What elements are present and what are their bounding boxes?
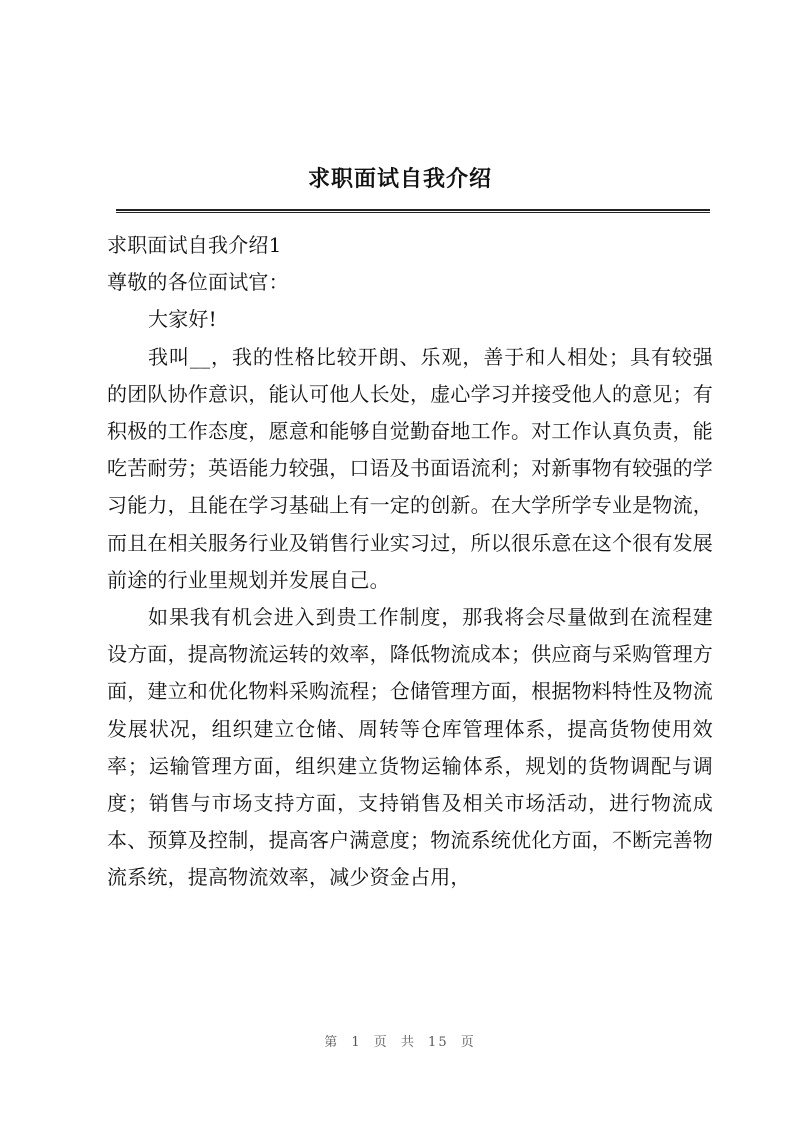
paragraph-self-introduction: 我叫__，我的性格比较开朗、乐观，善于和人相处；具有较强的团队协作意识，能认可他人长处，虚心学习并接受他人的意见；有积极的工作态度，愿意和能够自觉勤奋地工作。对工作认真负责，能吃苦耐劳；英语能力较强，口语及书面语流利；对新事物有较强的学习能力，且能在学习基础上有一定的创新。在大学所学专业是物流，而且在相关服务行业及销售行业实习过，所以很乐意在这个很有发展前途的行业里规划并发展自己。: [107, 344, 713, 592]
page-number-footer: 第 1 页 共 15 页: [324, 1035, 476, 1050]
greeting: 大家好!: [148, 307, 217, 332]
section-heading: 求职面试自我介绍1: [107, 233, 282, 257]
document-title: 求职面试自我介绍: [307, 166, 492, 192]
paragraph-work-plan: 如果我有机会进入到贵工作制度，那我将会尽量做到在流程建设方面，提高物流运转的效率，降低物流成本；供应商与采购管理方面，建立和优化物料采购流程；仓储管理方面，根据物料特性及物流发展状况，组织建立仓储、周转等仓库管理体系，提高货物使用效率；运输管理方面，组织建立货物运输体系，规划的货物调配与调度；销售与市场支持方面，支持销售及相关市场活动，进行物流成本、预算及控制，提高客户满意度；物流系统优化方面，不断完善物流系统，提高物流效率，减少资金占用，: [107, 605, 713, 890]
title-divider: [116, 209, 710, 213]
document-body: [107, 227, 713, 897]
salutation: 尊敬的各位面试官：: [107, 270, 289, 295]
